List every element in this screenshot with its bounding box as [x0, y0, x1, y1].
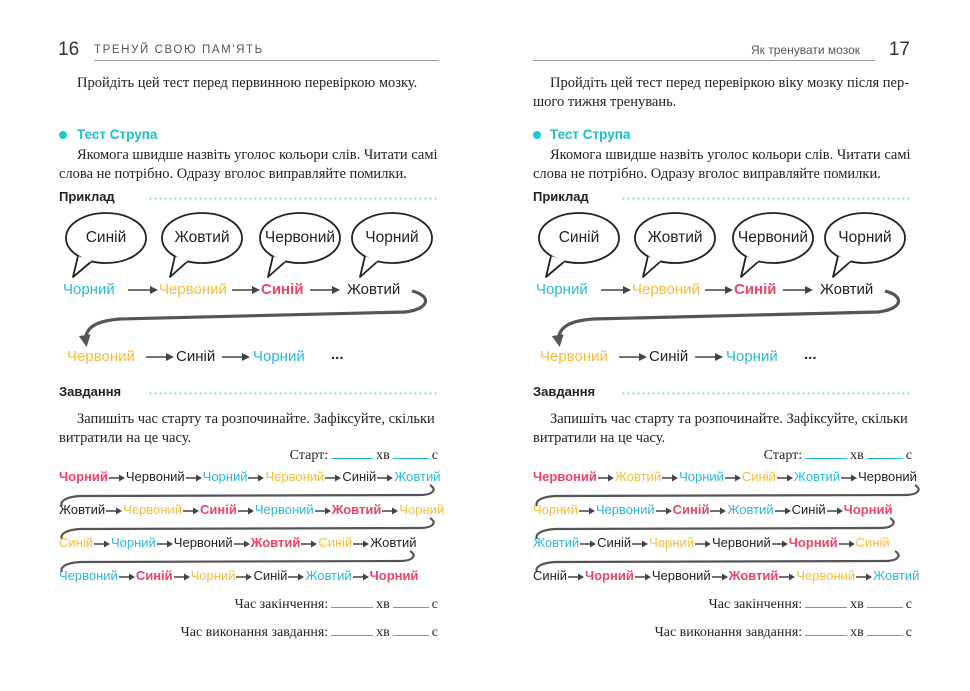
task-label: Завдання [59, 384, 122, 399]
arrow-icon [315, 502, 333, 520]
arrow-icon [288, 568, 306, 586]
arrow-icon [236, 568, 254, 586]
bubble-word: Червоний [737, 229, 809, 246]
stroop-word: Чорний [788, 535, 838, 550]
end-minutes-blank[interactable] [331, 595, 373, 608]
test-title: Тест Струпа [550, 127, 631, 142]
arrow-icon [841, 469, 859, 487]
arrow-icon [827, 502, 845, 520]
duration-label: Час виконання завдання: [180, 625, 329, 640]
bubble-word: Чорний [365, 229, 419, 246]
minutes-unit: хв [850, 448, 864, 463]
duration-minutes-blank[interactable] [331, 623, 373, 636]
stroop-row [485, 469, 970, 487]
task-text: витратили на це часу. [533, 430, 666, 446]
seconds-unit: с [431, 597, 438, 612]
arrow-icon [775, 502, 793, 520]
example-word: Червоний [632, 281, 700, 298]
stroop-word: Жовтий [727, 502, 774, 517]
dotted-rule [621, 392, 911, 395]
arrow-icon [710, 502, 728, 520]
arrow-icon [772, 535, 790, 553]
test-title: Тест Струпа [77, 127, 158, 142]
arrow-icon [248, 469, 266, 487]
stroop-word: Синій [672, 502, 710, 517]
example-label: Приклад [59, 189, 115, 204]
stroop-word: Жовтий [614, 469, 662, 484]
stroop-word: Синій [533, 568, 567, 583]
start-seconds-blank[interactable] [393, 446, 429, 459]
example-word: Червоний [159, 281, 227, 298]
stroop-word: Червоний [59, 568, 118, 583]
end-time-line [235, 595, 438, 613]
stroop-word: Червоний [796, 568, 856, 583]
example-word: Червоний [67, 348, 135, 365]
stroop-word: Червоний [254, 502, 314, 517]
start-label: Старт: [763, 448, 803, 463]
stroop-word: Синій [200, 502, 237, 517]
stroop-row [0, 568, 485, 586]
minutes-unit: хв [850, 625, 864, 640]
example-word: Жовтий [347, 281, 401, 298]
stroop-word: Червоний [265, 469, 325, 484]
stroop-word: Червоний [173, 535, 233, 550]
stroop-word: Синій [318, 535, 353, 550]
return-arrow-icon [559, 291, 899, 343]
instruction-line: Якомога швидше назвіть уголос кольори слів. Читати самі [550, 147, 911, 163]
seconds-unit: с [905, 625, 912, 640]
return-arrow-icon [86, 291, 426, 343]
page-number: 16 [58, 39, 80, 60]
intro-text: Пройдіть цей тест перед перевіркою віку мозку після пер- [550, 75, 910, 91]
example-word: Чорний [253, 348, 305, 365]
stroop-word: Синій [135, 568, 173, 583]
stroop-word: Чорний [533, 502, 578, 517]
right-page [485, 0, 970, 691]
duration-line [181, 623, 438, 641]
bubble-word: Синій [558, 229, 600, 246]
stroop-word: Чорний [190, 568, 236, 583]
seconds-unit: с [431, 625, 438, 640]
example-word: Синій [734, 281, 777, 298]
arrow-icon [183, 502, 201, 520]
seconds-unit: с [431, 448, 438, 463]
arrow-icon [712, 568, 730, 586]
stroop-word: Чорний [399, 502, 445, 517]
arrow-icon [325, 469, 343, 487]
arrow-icon [635, 568, 653, 586]
example-word: Чорний [536, 281, 588, 298]
arrow-icon [598, 469, 616, 487]
arrow-icon [725, 469, 743, 487]
stroop-word: Синій [597, 535, 632, 550]
arrow-icon [656, 502, 674, 520]
stroop-word: Червоний [595, 502, 655, 517]
arrow-icon [94, 535, 112, 553]
start-time-line [764, 446, 912, 464]
stroop-word: Синій [253, 568, 288, 583]
instruction-line: Якомога швидше назвіть уголос кольори слів. Читати самі [77, 147, 438, 163]
bubble-word: Чорний [838, 229, 892, 246]
stroop-word: Жовтий [394, 469, 441, 484]
running-head: ТРЕНУЙ СВОЮ ПАМ'ЯТЬ [94, 44, 264, 56]
example-word: Жовтий [820, 281, 874, 298]
arrow-icon [186, 469, 204, 487]
instruction-line: слова не потрібно. Одразу вголос виправляйте помилки. [533, 166, 881, 182]
stroop-word: Червоний [711, 535, 771, 550]
intro-text: Пройдіть цей тест перед первинною перевіркою мозку. [77, 75, 418, 91]
page-number: 17 [888, 39, 910, 60]
example-word: Синій [176, 348, 216, 365]
end-time-line [709, 595, 912, 613]
stroop-word: Жовтий [59, 502, 106, 517]
stroop-word: Червоний [858, 469, 917, 484]
arrow-icon [301, 535, 319, 553]
example-word: Синій [261, 281, 304, 298]
arrow-icon [632, 535, 650, 553]
stroop-word: Синій [741, 469, 776, 484]
arrow-icon [568, 568, 586, 586]
arrow-icon [662, 469, 680, 487]
stroop-row [0, 535, 485, 553]
instruction-line: слова не потрібно. Одразу вголос виправляйте помилки. [59, 166, 407, 182]
stroop-row [0, 502, 485, 520]
minutes-unit: хв [376, 597, 390, 612]
duration-label: Час виконання завдання: [654, 625, 803, 640]
stroop-row [485, 535, 970, 553]
stroop-word: Червоний [125, 469, 185, 484]
arrow-icon [106, 502, 124, 520]
arrow-icon [119, 568, 137, 586]
stroop-word: Синій [342, 469, 377, 484]
duration-line [655, 623, 912, 641]
arrow-icon [382, 502, 400, 520]
duration-minutes-blank[interactable] [805, 623, 847, 636]
intro-text: шого тижня тренувань. [533, 94, 677, 110]
start-minutes-blank[interactable] [805, 446, 847, 459]
end-label: Час закінчення: [708, 597, 803, 612]
stroop-word: Жовтий [250, 535, 301, 550]
arrow-icon [779, 568, 797, 586]
end-seconds-blank[interactable] [393, 595, 429, 608]
arrow-icon [856, 568, 874, 586]
start-time-line [290, 446, 438, 464]
stroop-row [485, 568, 970, 586]
stroop-word: Чорний [59, 469, 108, 484]
stroop-row [0, 469, 485, 487]
stroop-word: Жовтий [331, 502, 382, 517]
task-text: Запишіть час старту та розпочинайте. Зафіксуйте, скільки [550, 411, 908, 427]
stroop-word: Чорний [649, 535, 694, 550]
duration-seconds-blank[interactable] [867, 623, 903, 636]
start-minutes-blank[interactable] [331, 446, 373, 459]
example-word: Червоний [540, 348, 608, 365]
example-word: Синій [649, 348, 689, 365]
stroop-word: Чорний [584, 568, 634, 583]
task-text: Запишіть час старту та розпочинайте. Зафіксуйте, скільки [77, 411, 435, 427]
stroop-word: Жовтий [533, 535, 580, 550]
arrow-icon [579, 502, 597, 520]
dotted-rule [148, 392, 438, 395]
arrow-icon [234, 535, 252, 553]
stroop-word: Чорний [843, 502, 893, 517]
arrow-icon [377, 469, 395, 487]
stroop-row [485, 502, 970, 520]
bubble-word: Синій [85, 229, 127, 246]
start-label: Старт: [289, 448, 329, 463]
example-word: Чорний [726, 348, 778, 365]
stroop-word: Синій [791, 502, 826, 517]
minutes-unit: хв [850, 597, 864, 612]
arrow-icon [695, 535, 713, 553]
stroop-word: Жовтий [370, 535, 417, 550]
stroop-word: Жовтий [793, 469, 841, 484]
bubble-word: Червоний [264, 229, 336, 246]
task-label: Завдання [533, 384, 596, 399]
arrow-icon [174, 568, 192, 586]
bubble-word: Жовтий [174, 229, 230, 246]
stroop-word: Жовтий [728, 568, 779, 583]
arrow-icon [580, 535, 598, 553]
stroop-word: Жовтий [873, 568, 920, 583]
stroop-word: Чорний [679, 469, 724, 484]
duration-seconds-blank[interactable] [393, 623, 429, 636]
minutes-unit: хв [376, 625, 390, 640]
arrow-icon [238, 502, 256, 520]
minutes-unit: хв [376, 448, 390, 463]
start-seconds-blank[interactable] [867, 446, 903, 459]
arrow-icon [109, 469, 127, 487]
stroop-word: Синій [59, 535, 93, 550]
example-label: Приклад [533, 189, 589, 204]
arrow-icon [777, 469, 795, 487]
stroop-word: Чорний [369, 568, 419, 583]
stroop-word: Жовтий [305, 568, 352, 583]
ellipsis: ... [331, 346, 344, 363]
stroop-word: Червоний [533, 469, 597, 484]
seconds-unit: с [905, 597, 912, 612]
task-text: витратили на це часу. [59, 430, 192, 446]
arrow-icon [157, 535, 175, 553]
bubble-word: Жовтий [647, 229, 703, 246]
arrow-icon [353, 568, 371, 586]
seconds-unit: с [905, 448, 912, 463]
stroop-word: Чорний [110, 535, 156, 550]
end-label: Час закінчення: [234, 597, 329, 612]
arrow-icon [353, 535, 371, 553]
end-minutes-blank[interactable] [805, 595, 847, 608]
arrow-icon [839, 535, 857, 553]
stroop-word: Червоний [651, 568, 711, 583]
stroop-word: Червоний [123, 502, 182, 517]
stroop-word: Синій [855, 535, 890, 550]
running-head: Як тренувати мозок [751, 43, 860, 57]
end-seconds-blank[interactable] [867, 595, 903, 608]
stroop-word: Чорний [202, 469, 248, 484]
ellipsis: ... [804, 346, 817, 363]
example-graphic [485, 0, 970, 691]
example-word: Чорний [63, 281, 115, 298]
